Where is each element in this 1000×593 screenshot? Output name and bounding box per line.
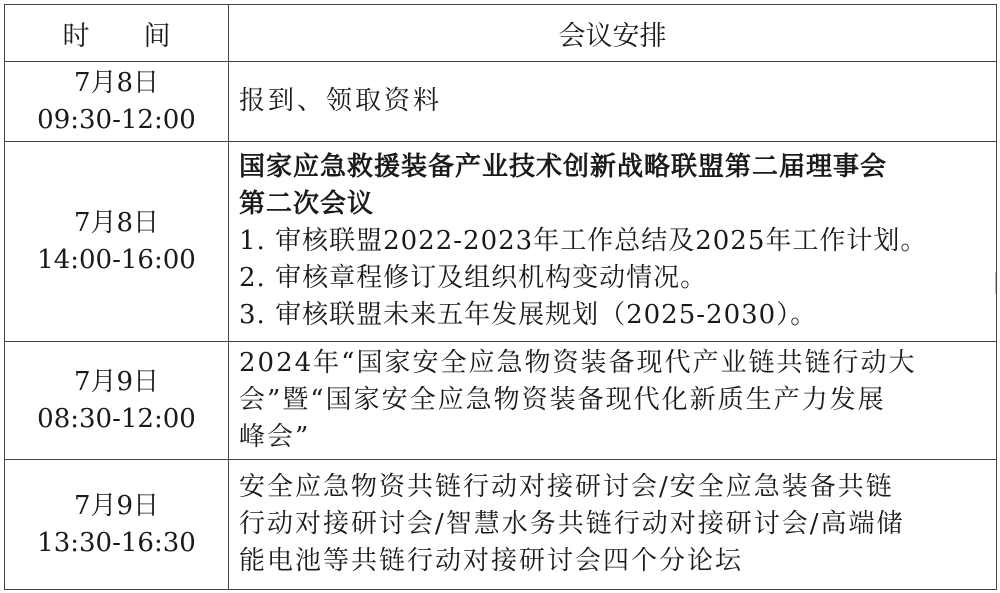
agenda-line: 行动对接研讨会/智慧水务共链行动对接研讨会/高端储 xyxy=(239,509,905,539)
agenda-cell xyxy=(229,342,997,460)
time-header-left: 时 xyxy=(62,20,90,52)
agenda-line: 安全应急物资共链行动对接研讨会/安全应急装备共链 xyxy=(239,472,894,502)
agenda-item: 3. 审核联盟未来五年发展规划（2025-2030）。 xyxy=(239,300,818,330)
table-row xyxy=(5,460,997,590)
table-row xyxy=(5,342,997,460)
time-header-right: 间 xyxy=(143,20,171,52)
time-cell xyxy=(5,342,229,460)
agenda-line: 报到、领取资料 xyxy=(239,86,443,116)
date-text: 7月9日 xyxy=(73,366,160,397)
meeting-title-line: 国家应急救援装备产业技术创新战略联盟第二届理事会 xyxy=(239,152,888,182)
time-range-text: 13:30-16:30 xyxy=(37,527,196,558)
agenda-line: 能电池等共链行动对接研讨会四个分论坛 xyxy=(239,546,744,576)
date-text: 7月8日 xyxy=(73,207,160,238)
agenda-cell xyxy=(229,62,997,142)
time-range-text: 08:30-12:00 xyxy=(37,403,196,434)
agenda-column-header: 会议安排 xyxy=(229,5,997,62)
date-text: 7月9日 xyxy=(73,490,160,521)
agenda-line: 峰会” xyxy=(239,422,311,452)
meeting-title-line: 第二次会议 xyxy=(239,189,375,219)
agenda-item: 2. 审核章程修订及组织机构变动情况。 xyxy=(239,263,708,293)
agenda-cell xyxy=(229,460,997,590)
time-range-text: 14:00-16:00 xyxy=(37,244,196,275)
table-row xyxy=(5,142,997,342)
page-edge-mark xyxy=(995,272,1000,294)
date-text: 7月8日 xyxy=(73,67,160,98)
time-cell xyxy=(5,62,229,142)
agenda-cell xyxy=(229,142,997,342)
time-cell xyxy=(5,460,229,590)
table-row xyxy=(5,62,997,142)
header-row xyxy=(5,5,997,62)
agenda-item: 1. 审核联盟2022-2023年工作总结及2025年工作计划。 xyxy=(239,226,928,256)
agenda-line: 2024年“国家安全应急物资装备现代产业链共链行动大 xyxy=(239,348,917,378)
time-range-text: 09:30-12:00 xyxy=(37,104,196,135)
time-cell xyxy=(5,142,229,342)
schedule-table xyxy=(4,4,997,590)
agenda-line: 会”暨“国家安全应急物资装备现代化新质生产力发展 xyxy=(239,385,886,415)
time-column-header xyxy=(5,5,229,62)
